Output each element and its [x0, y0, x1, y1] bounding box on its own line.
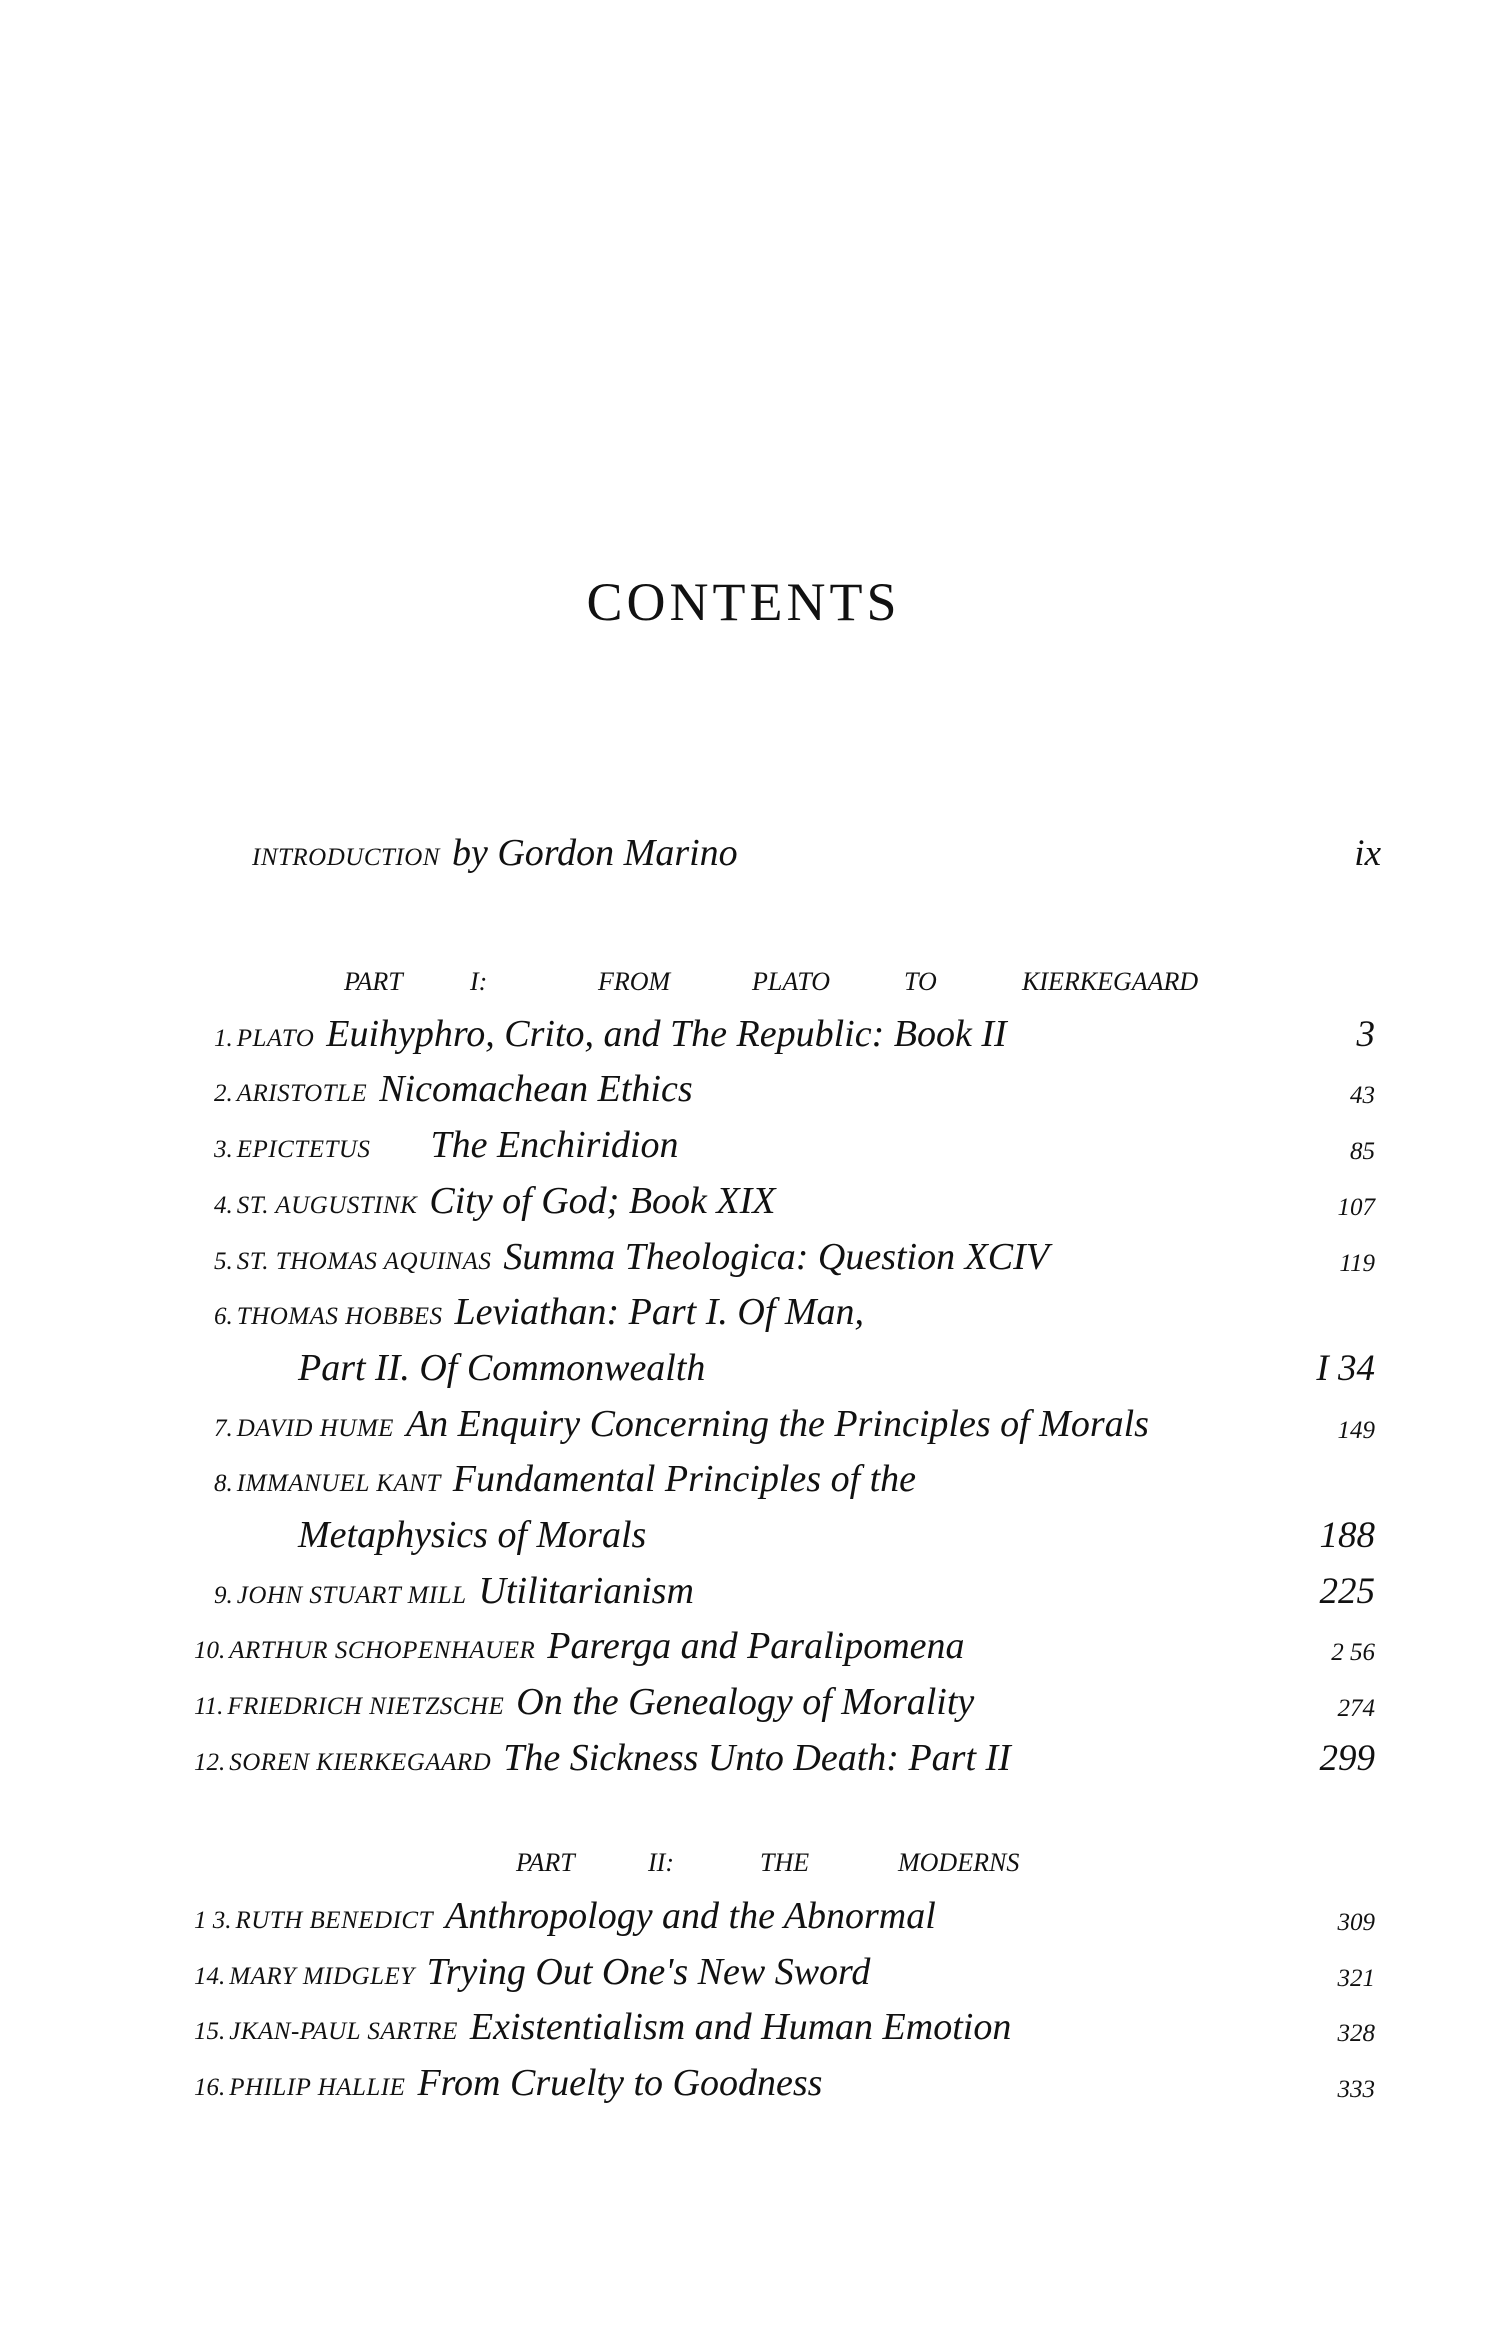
entry-number: 1 3. [194, 1907, 232, 1934]
part-heading-1 [0, 962, 1487, 1002]
part-heading-word: PART [344, 967, 403, 996]
toc-entry [0, 1058, 1487, 1118]
entry-number: 16. [194, 2074, 226, 2101]
entry-number: 7. [214, 1415, 233, 1442]
entry-number: 3. [214, 1136, 233, 1163]
page-number: 299 [1319, 1738, 1375, 1779]
toc-entry-continuation [0, 1337, 1487, 1397]
part-heading-word: PLATO [752, 967, 831, 996]
entry-work: City of God; Book XIX [429, 1180, 776, 1222]
toc-entry [0, 1560, 1487, 1620]
toc-entry [0, 2052, 1487, 2112]
introduction-text: by Gordon Marino [451, 832, 738, 874]
toc-entry [0, 1281, 1487, 1341]
page-number: 225 [1319, 1571, 1375, 1612]
part-heading-word: THE [760, 1848, 810, 1877]
entry-work: Existentialism and Human Emotion [469, 2006, 1012, 2048]
entry-number: 12. [194, 1749, 226, 1776]
entry-work: An Enquiry Concerning the Principles of Morals [405, 1403, 1149, 1445]
entry-author: ARISTOTLE [236, 1080, 368, 1107]
toc-entry [0, 1448, 1487, 1508]
page-number: 2 56 [1331, 1639, 1375, 1666]
part-heading-word: PART [516, 1848, 575, 1877]
page-number: 328 [1337, 2020, 1375, 2047]
entry-work: Parerga and Paralipomena [547, 1625, 965, 1667]
toc-entry [0, 1226, 1487, 1286]
entry-number: 15. [194, 2018, 226, 2045]
entry-work: On the Genealogy of Morality [516, 1681, 975, 1723]
part-heading-word: II: [648, 1848, 674, 1877]
toc-entry [0, 1615, 1487, 1675]
entry-author: DAVID HUME [236, 1415, 394, 1442]
entry-author: PLATO [236, 1025, 315, 1052]
entry-work: Trying Out One's New Sword [426, 1951, 871, 1993]
toc-entry [0, 1114, 1487, 1174]
entry-number: 11. [194, 1693, 224, 1720]
toc-entry [0, 1996, 1487, 2056]
toc-entry [0, 1393, 1487, 1453]
entry-author: SOREN KIERKEGAARD [229, 1749, 492, 1776]
entry-author: ARTHUR SCHOPENHAUER [229, 1637, 536, 1664]
entry-number: 4. [214, 1192, 233, 1219]
page-number: 85 [1350, 1138, 1375, 1165]
page-number: 149 [1337, 1417, 1375, 1444]
page-number: 274 [1337, 1695, 1375, 1722]
entry-work: Fundamental Principles of the [452, 1458, 917, 1500]
page-number: 3 [1356, 1014, 1375, 1055]
entry-author: PHILIP HALLIE [229, 2074, 406, 2101]
entry-number: 10. [194, 1637, 226, 1664]
toc-entry [0, 1671, 1487, 1731]
entry-work: The Sickness Unto Death: Part II [503, 1737, 1011, 1779]
entry-author: THOMAS HOBBES [236, 1303, 443, 1330]
page-number: 43 [1350, 1082, 1375, 1109]
page-number: 107 [1337, 1194, 1375, 1221]
entry-work: The Enchiridion [430, 1124, 679, 1166]
toc-entry [0, 1170, 1487, 1230]
part-heading-word: KIERKEGAARD [1022, 967, 1199, 996]
entry-work: Anthropology and the Abnormal [444, 1895, 936, 1937]
page-number: 188 [1319, 1515, 1375, 1556]
entry-number: 14. [194, 1963, 226, 1990]
entry-work: Utilitarianism [478, 1570, 694, 1612]
part-heading-2 [0, 1843, 1487, 1883]
entry-author: JKAN-PAUL SARTRE [229, 2018, 458, 2045]
entry-author: ST. AUGUSTINK [236, 1192, 418, 1219]
entry-author: JOHN STUART MILL [236, 1582, 467, 1609]
entry-work: Metaphysics of Morals [298, 1514, 647, 1556]
part-heading-word: FROM [598, 967, 671, 996]
page-number: I 34 [1316, 1348, 1375, 1389]
page-number: 309 [1337, 1909, 1375, 1936]
toc-entry [0, 1003, 1487, 1063]
toc-entry [0, 1885, 1487, 1945]
page-number: 321 [1337, 1965, 1375, 1992]
entry-author: FRIEDRICH NIETZSCHE [227, 1693, 505, 1720]
entry-number: 5. [214, 1248, 233, 1275]
entry-work: From Cruelty to Goodness [417, 2062, 823, 2104]
entry-author: RUTH BENEDICT [235, 1907, 433, 1934]
toc-entry-introduction [0, 822, 1487, 882]
entry-author: EPICTETUS [236, 1136, 371, 1163]
toc-entry [0, 1941, 1487, 2001]
toc-entry-continuation [0, 1504, 1487, 1564]
entry-number: 2. [214, 1080, 233, 1107]
entry-work: Leviathan: Part I. Of Man, [454, 1291, 865, 1333]
entry-number: 6. [214, 1303, 233, 1330]
part-heading-word: MODERNS [898, 1848, 1020, 1877]
entry-number: 9. [214, 1582, 233, 1609]
entry-work: Summa Theologica: Question XCIV [503, 1236, 1050, 1278]
entry-number: 8. [214, 1470, 233, 1497]
part-heading-word: I: [470, 967, 488, 996]
entry-work: Euihyphro, Crito, and The Republic: Book II [326, 1013, 1007, 1055]
introduction-label: INTRODUCTION [252, 844, 440, 871]
page-number: 333 [1337, 2076, 1375, 2103]
page-number: ix [1354, 833, 1381, 874]
entry-work: Part II. Of Commonwealth [298, 1347, 706, 1389]
entry-number: 1. [214, 1025, 233, 1052]
entry-author: IMMANUEL KANT [236, 1470, 441, 1497]
entry-author: ST. THOMAS AQUINAS [236, 1248, 492, 1275]
entry-author: MARY MIDGLEY [229, 1963, 415, 1990]
toc-entry [0, 1727, 1487, 1787]
page-number: 119 [1339, 1250, 1375, 1277]
page-title: CONTENTS [586, 572, 901, 632]
entry-work: Nicomachean Ethics [379, 1068, 693, 1110]
part-heading-word: TO [904, 967, 937, 996]
